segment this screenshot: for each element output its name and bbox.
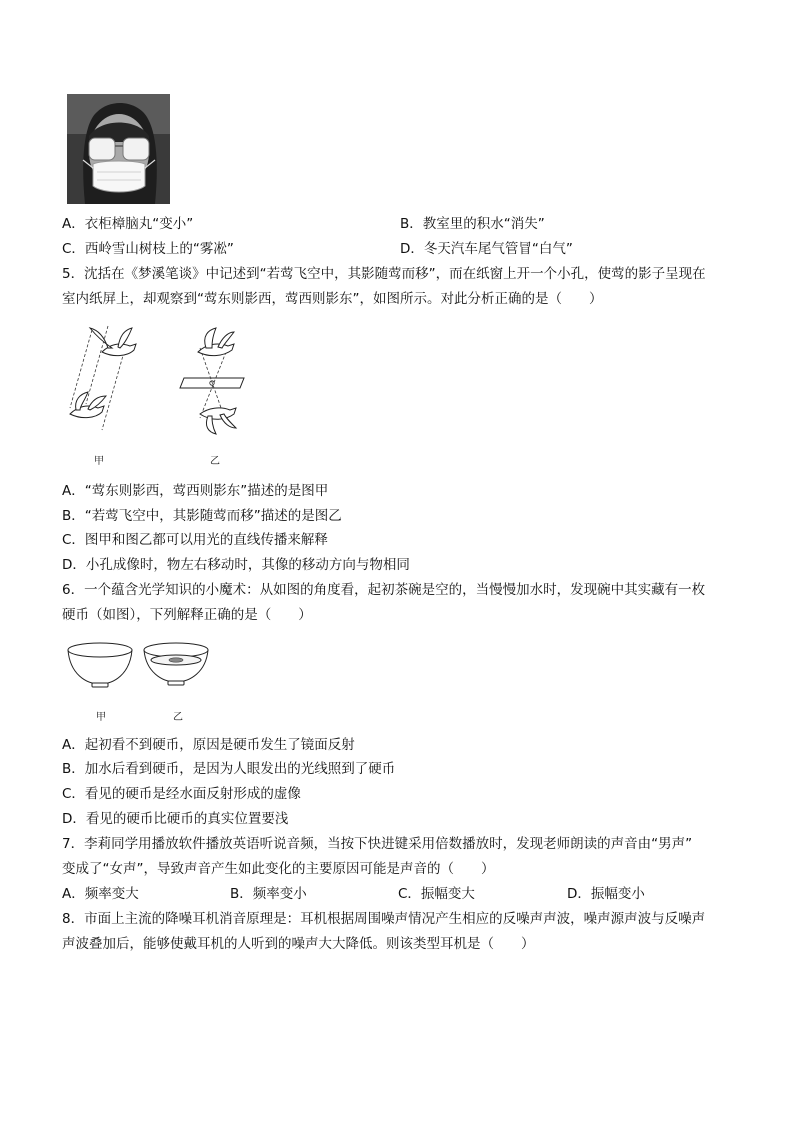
q4-option-c: C．西岭雪山树枝上的“雾凇” bbox=[62, 241, 234, 257]
q6-option-b: B．加水后看到硬币，是因为人眼发出的光线照到了硬币 bbox=[62, 761, 396, 777]
q5-option-a: A．“莺东则影西，莺西则影东”描述的是图甲 bbox=[62, 483, 329, 499]
q5-pinhole-figure bbox=[62, 322, 252, 442]
q5-option-d: D．小孔成像时，物左右移动时，其像的移动方向与物相同 bbox=[62, 557, 410, 573]
q7-option-d: D．振幅变小 bbox=[567, 886, 645, 902]
q5-option-b: B．“若莺飞空中，其影随莺而移”描述的是图乙 bbox=[62, 508, 342, 524]
q8-stem-line1: 8．市面上主流的降噪耳机消音原理是：耳机根据周围噪声情况产生相应的反噪声声波，噪声源声波与反噪声 bbox=[62, 911, 706, 927]
q7-option-b: B．频率变小 bbox=[230, 886, 307, 902]
q6-option-c: C．看见的硬币是经水面反射形成的虚像 bbox=[62, 786, 301, 802]
q6-figure-label-jia: 甲 bbox=[96, 712, 106, 723]
q5-stem-line1: 5．沈括在《梦溪笔谈》中记述到“若莺飞空中，其影随莺而移”，而在纸窗上开一个小孔，使莺的影子呈现在 bbox=[62, 266, 706, 282]
q6-option-d: D．看见的硬币比硬币的真实位置要浅 bbox=[62, 811, 289, 827]
water-bowl-icon bbox=[144, 643, 208, 685]
q6-stem-line1: 6．一个蕴含光学知识的小魔术：从如图的角度看，起初茶碗是空的，当慢慢加水时，发现碗中其实藏有一枚 bbox=[62, 582, 706, 598]
q6-option-a: A．起初看不到硬币，原因是硬币发生了镜面反射 bbox=[62, 737, 355, 753]
q6-stem-line2: 硬币（如图），下列解释正确的是（ ） bbox=[62, 607, 312, 623]
bird-image-icon bbox=[200, 408, 236, 434]
fogged-glasses-photo bbox=[67, 94, 170, 204]
q8-stem-line2: 声波叠加后，能够使戴耳机的人听到的噪声大大降低。则该类型耳机是（ ） bbox=[62, 936, 535, 952]
bird-icon bbox=[198, 328, 234, 356]
q7-stem-line2: 变成了“女声”，导致声音产生如此变化的主要原因可能是声音的（ ） bbox=[62, 861, 495, 877]
q6-bowl-figure bbox=[66, 638, 216, 694]
q7-option-c: C．振幅变大 bbox=[398, 886, 475, 902]
empty-bowl-icon bbox=[68, 643, 132, 687]
q5-stem-line2: 室内纸屏上，却观察到“莺东则影西，莺西则影东”，如图所示。对此分析正确的是（ ） bbox=[62, 291, 603, 307]
coin-icon bbox=[169, 658, 183, 662]
q7-option-a: A．频率变大 bbox=[62, 886, 139, 902]
q4-option-d: D．冬天汽车尾气管冒“白气” bbox=[400, 241, 573, 257]
q5-figure-label-yi: 乙 bbox=[210, 456, 220, 467]
q5-option-c: C．图甲和图乙都可以用光的直线传播来解释 bbox=[62, 532, 328, 548]
q6-figure-label-yi: 乙 bbox=[173, 712, 183, 723]
q7-stem-line1: 7．李莉同学用播放软件播放英语听说音频，当按下快进键采用倍数播放时，发现老师朗读的声音由“男声” bbox=[62, 836, 693, 852]
bird-icon bbox=[90, 328, 136, 356]
q5-figure-label-jia: 甲 bbox=[94, 456, 104, 467]
q4-option-a: A．衣柜樟脑丸“变小” bbox=[62, 216, 194, 232]
q4-option-b: B．教室里的积水“消失” bbox=[400, 216, 545, 232]
